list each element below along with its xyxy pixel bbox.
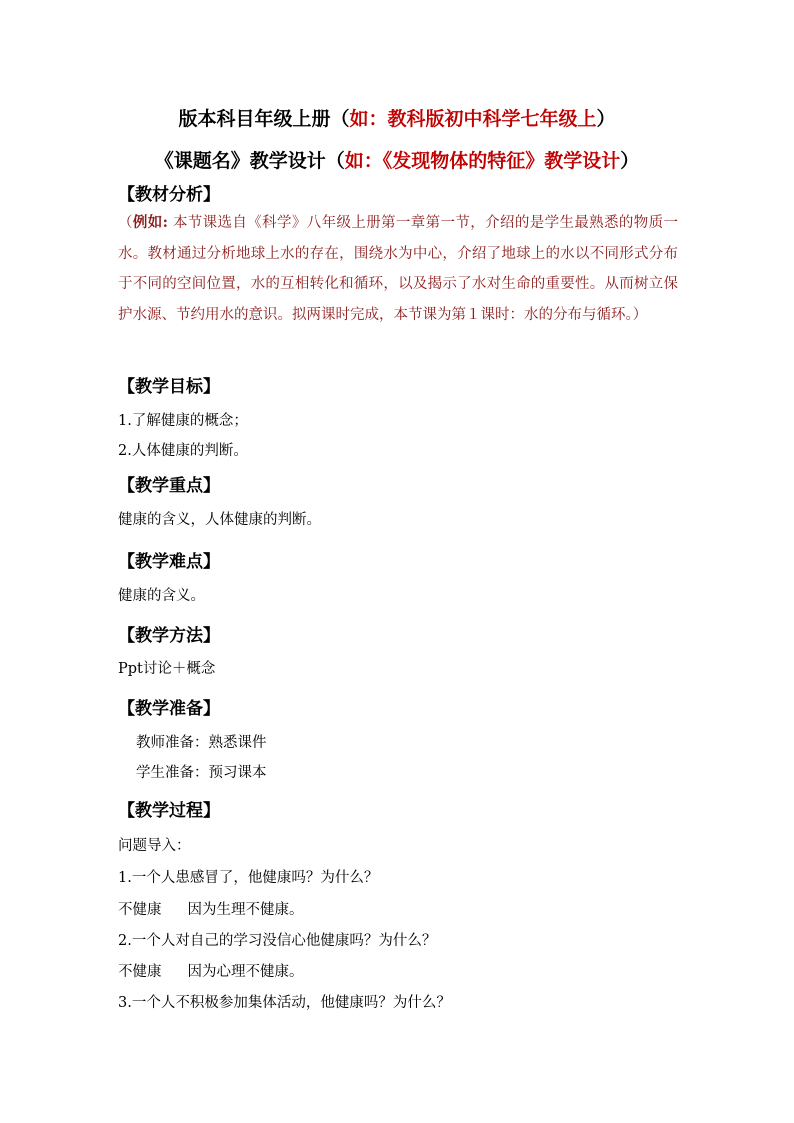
heading-preparation: 【教学准备】: [118, 699, 220, 719]
heading-material-analysis: 【教材分析】: [118, 185, 220, 205]
title2-prefix: 《课题名》教学设计（: [154, 150, 345, 172]
goal-item-1: 1.了解健康的概念；: [118, 413, 248, 429]
analysis-example-lead: 例如:: [132, 214, 168, 231]
answer-1: [118, 898, 304, 919]
goal-item-2: 2.人体健康的判断。: [118, 443, 248, 459]
title-suffix: ）: [596, 108, 616, 130]
answer-2: [118, 960, 304, 981]
analysis-open-paren: （: [118, 215, 133, 231]
answer-1-reason: 因为生理不健康。: [187, 902, 304, 918]
title-prefix: 版本科目年级上册（: [178, 108, 350, 130]
question-3: 3.一个人不积极参加集体活动，他健康吗？为什么？: [118, 995, 451, 1011]
analysis-text: 本节课选自《科学》八年级上册第一章第一节，介绍的是学生最熟悉的物质一水。教材通过分析地球上水的存在，围绕水为中心，介绍了地球上的水以不同形式分布于不同的空间位置，水的互相转化和循环，以及揭示了水对生命的重要性。从而树立保护水源、节约用水的意识。拟两课时完成，本节课为第１课时：水的分布与循环。）: [118, 215, 679, 323]
key-points-text: 健康的含义，人体健康的判断。: [118, 512, 321, 528]
methods-text: Ppt讨论＋概念: [118, 661, 216, 677]
document-title-line-1: [0, 104, 794, 131]
heading-methods: 【教学方法】: [118, 626, 220, 646]
document-title-line-2: [0, 146, 794, 173]
answer-2-reason: 因为心理不健康。: [187, 964, 304, 980]
process-intro: 问题导入：: [118, 838, 191, 854]
answer-1-verdict: 不健康: [118, 902, 162, 918]
question-1: 1.一个人患感冒了，他健康吗？为什么？: [118, 870, 379, 886]
student-preparation: 学生准备：预习课本: [136, 765, 267, 781]
title2-example-red: 如：《发现物体的特征》教学设计: [344, 150, 621, 172]
material-analysis-paragraph: [118, 208, 678, 330]
heading-key-points: 【教学重点】: [118, 476, 220, 496]
heading-process: 【教学过程】: [118, 801, 220, 821]
heading-teaching-goals: 【教学目标】: [118, 377, 220, 397]
teacher-preparation: 教师准备：熟悉课件: [136, 735, 267, 751]
answer-2-verdict: 不健康: [118, 964, 162, 980]
difficulties-text: 健康的含义。: [118, 588, 205, 604]
title2-suffix: ）: [620, 150, 640, 172]
heading-difficulties: 【教学难点】: [118, 552, 220, 572]
title-example-red: 如：教科版初中科学七年级上: [349, 108, 597, 130]
question-2: 2.一个人对自己的学习没信心他健康吗？为什么？: [118, 933, 437, 949]
